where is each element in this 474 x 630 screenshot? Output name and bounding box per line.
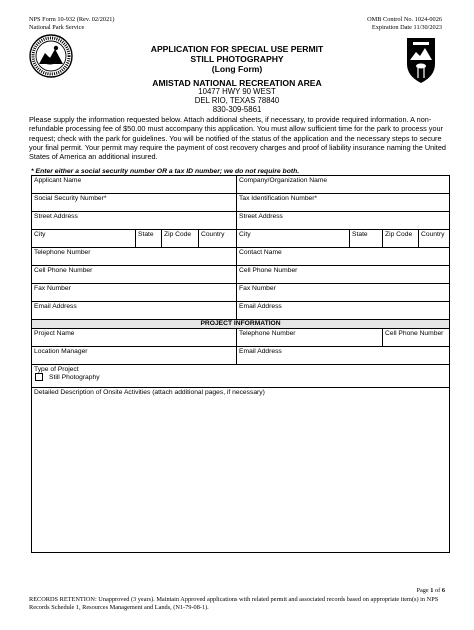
field-label: Country: [201, 231, 225, 238]
park-phone: 830-309-5861: [212, 105, 262, 114]
field-label: City: [34, 231, 46, 238]
park-street: 10477 HWY 90 WEST: [198, 87, 276, 96]
contact-email-field[interactable]: [237, 302, 450, 320]
nps-arrowhead-icon: [404, 36, 438, 84]
field-label: Location Manager: [34, 348, 88, 355]
field-label: Contact Name: [239, 249, 282, 256]
field-label: Street Address: [239, 213, 283, 220]
field-label: Social Security Number*: [34, 195, 107, 202]
fax-field[interactable]: [32, 284, 237, 302]
project-section-header: PROJECT INFORMATION: [32, 320, 450, 329]
checkbox-icon[interactable]: [35, 373, 43, 381]
field-label: Zip Code: [385, 231, 413, 238]
field-label: Email Address: [239, 348, 282, 355]
contact-name-field[interactable]: [237, 248, 450, 266]
field-label: Fax Number: [34, 285, 71, 292]
location-manager-field[interactable]: [32, 347, 237, 365]
field-label: Email Address: [34, 303, 77, 310]
field-label: Company/Organization Name: [239, 177, 328, 184]
company-zip-field[interactable]: [383, 230, 419, 248]
field-label: City: [239, 231, 251, 238]
city-field[interactable]: [32, 230, 136, 248]
park-name: AMISTAD NATIONAL RECREATION AREA: [152, 78, 322, 88]
project-cell-phone-field[interactable]: [383, 329, 450, 347]
company-city-field[interactable]: [237, 230, 350, 248]
country-field[interactable]: [199, 230, 237, 248]
street-address-field[interactable]: [32, 212, 237, 230]
state-field[interactable]: [136, 230, 162, 248]
contact-fax-field[interactable]: [237, 284, 450, 302]
records-retention: RECORDS RETENTION: Unapproved (3 years). Maintain Approved applications with related permit and associated records based on appropriate item(s) in NPS Records Schedule 1, Resources Management and Lands, (N1-79-08-1).: [29, 596, 439, 611]
ssn-field[interactable]: [32, 194, 237, 212]
cell-phone-field[interactable]: [32, 266, 237, 284]
project-email-field[interactable]: [237, 347, 450, 365]
project-name-field[interactable]: [32, 329, 237, 347]
field-label: Telephone Number: [34, 249, 91, 256]
field-label: Project Name: [34, 330, 75, 337]
applicant-name-field[interactable]: [32, 176, 237, 194]
still-photography-option[interactable]: [34, 373, 447, 381]
field-label: Zip Code: [164, 231, 192, 238]
field-label: Detailed Description of Onsite Activities (attach additional pages, if necessary): [34, 389, 265, 396]
field-label: Type of Project: [34, 366, 79, 373]
project-telephone-field[interactable]: [237, 329, 383, 347]
company-name-field[interactable]: [237, 176, 450, 194]
option-label: Still Photography: [49, 373, 100, 381]
field-label: Cell Phone Number: [385, 330, 444, 337]
field-label: State: [138, 231, 154, 238]
field-label: Email Address: [239, 303, 282, 310]
field-label: State: [352, 231, 368, 238]
field-label: Cell Phone Number: [34, 267, 93, 274]
ssn-tin-note: * Enter either a social security number OR a tax ID number; we do not require both.: [31, 168, 300, 175]
company-street-address-field[interactable]: [237, 212, 450, 230]
zip-field[interactable]: [162, 230, 199, 248]
email-field[interactable]: [32, 302, 237, 320]
field-label: Telephone Number: [239, 330, 296, 337]
form-subtitle: STILL PHOTOGRAPHY: [190, 54, 284, 64]
field-label: Cell Phone Number: [239, 267, 298, 274]
activity-description-field[interactable]: [32, 388, 450, 553]
tin-field[interactable]: [237, 194, 450, 212]
company-state-field[interactable]: [350, 230, 383, 248]
form-id-block: [29, 16, 114, 32]
field-label: Tax Identification Number*: [239, 195, 318, 202]
project-type-field: [32, 365, 450, 388]
field-label: Applicant Name: [34, 177, 82, 184]
page-number: Page 1 of 6: [416, 587, 445, 594]
form-title: APPLICATION FOR SPECIAL USE PERMIT: [150, 44, 324, 54]
omb-control: OMB Control No. 1024-0026: [367, 16, 442, 23]
form-number: NPS Form 10-932 (Rev. 02/2021): [29, 16, 115, 23]
agency-name: National Park Service: [29, 24, 85, 31]
form-variant: (Long Form): [211, 64, 263, 74]
doi-seal-icon: [29, 34, 73, 78]
company-country-field[interactable]: [419, 230, 450, 248]
field-label: Fax Number: [239, 285, 276, 292]
field-label: Street Address: [34, 213, 78, 220]
telephone-field[interactable]: [32, 248, 237, 266]
application-form: [31, 175, 450, 553]
contact-cell-phone-field[interactable]: [237, 266, 450, 284]
park-city: DEL RIO, TEXAS 78840: [194, 96, 280, 105]
omb-block: [367, 16, 442, 32]
field-label: Country: [421, 231, 445, 238]
expiration-date: Expiration Date 11/30/2023: [371, 24, 442, 31]
instructions: Please supply the information requested below. Attach additional sheets, if necessary, to provide required information. A non-refundable processing fee of $50.00 must accompany this application. You must allow sufficient time for the park to process your request; check with the park for guidelines. You will be notified of the status of the application and the necessary steps to secure your final permit. Your permit may require the payment of cost recovery charges and proof of liability insurance naming the United States of America an additional insured.: [29, 115, 446, 162]
